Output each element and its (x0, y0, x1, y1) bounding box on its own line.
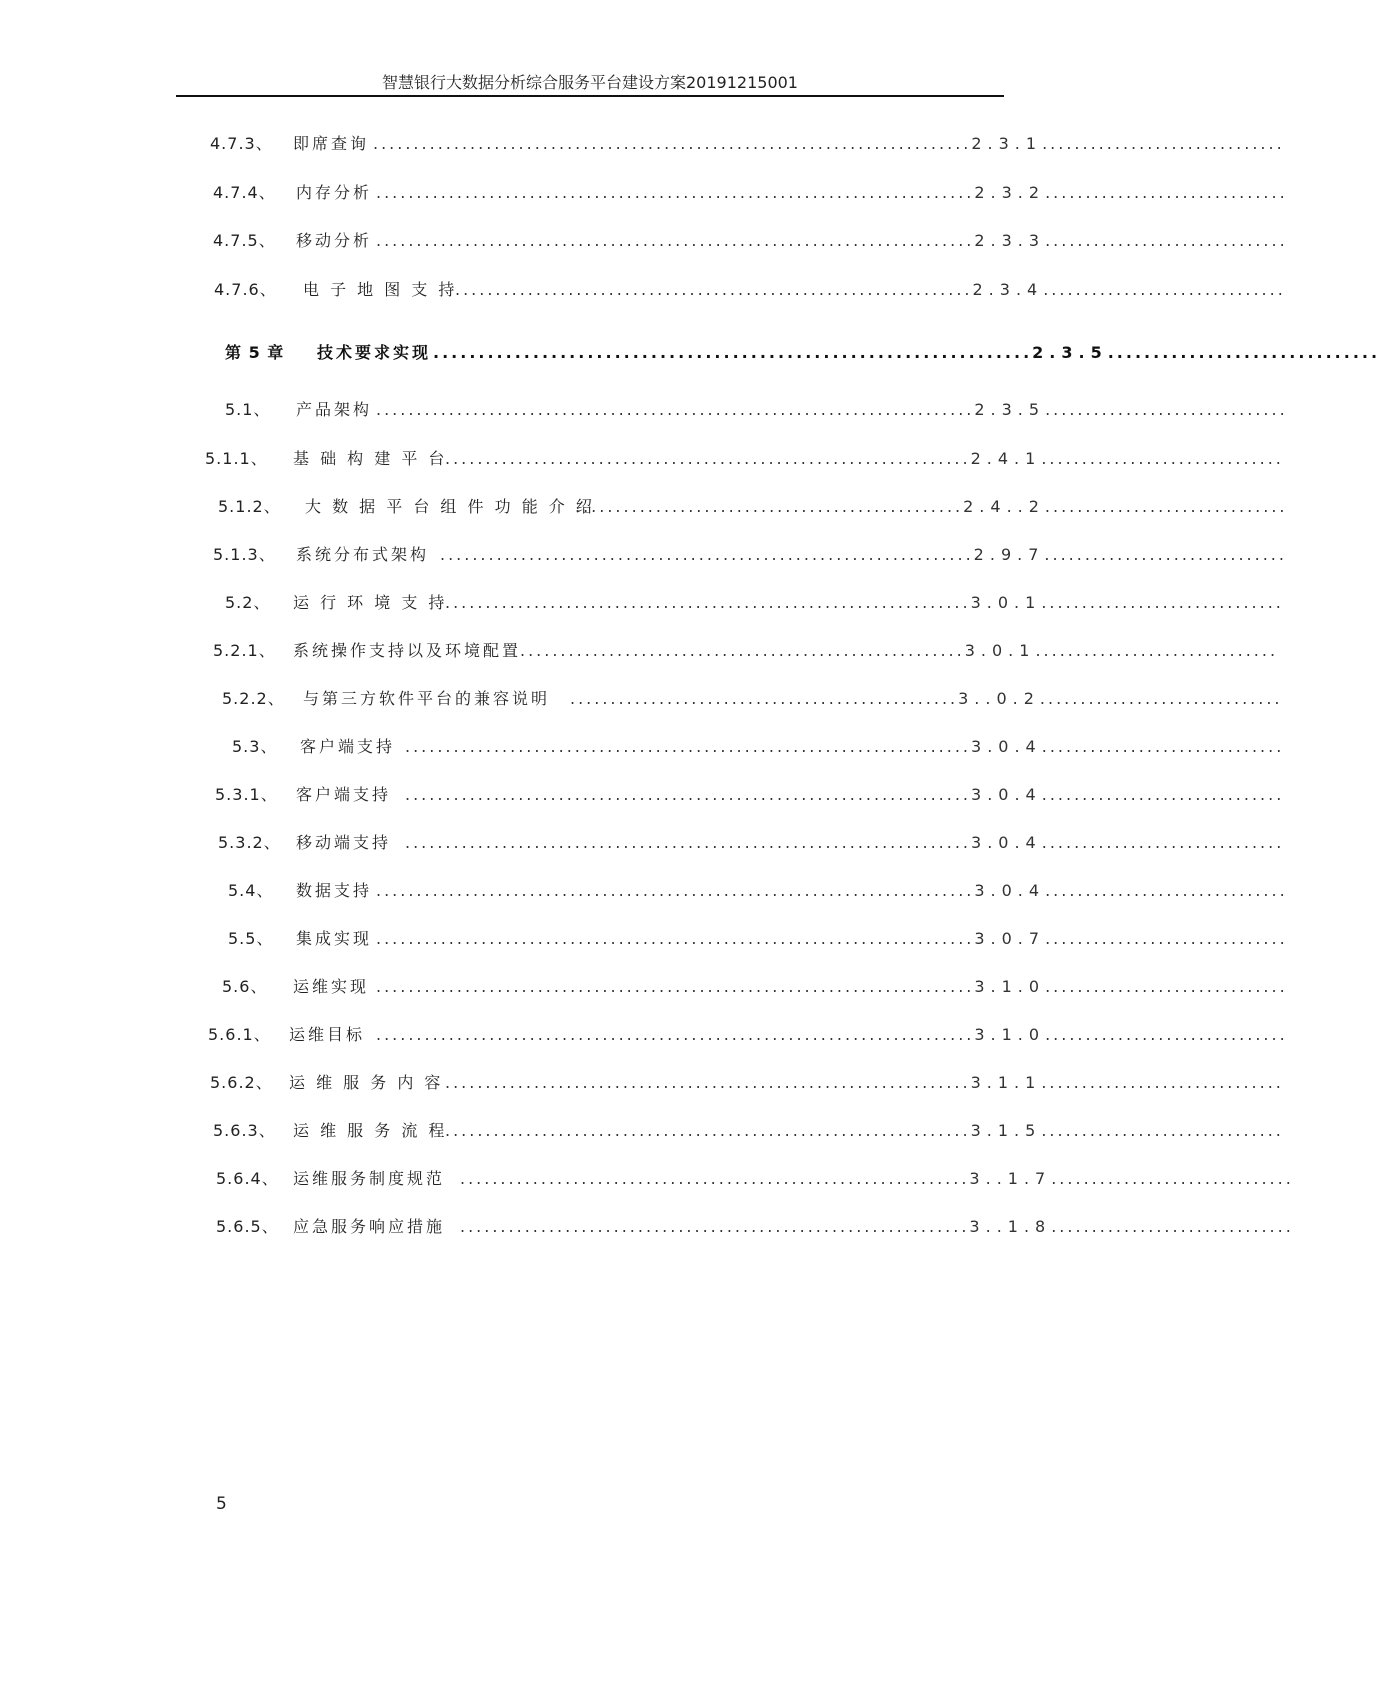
dot-leader: ................................................................ (455, 280, 973, 299)
toc-entry (0, 180, 1288, 206)
toc-entry-leader (376, 926, 1288, 952)
toc-entry-number: 5.6.3、 (213, 1121, 276, 1140)
toc-entry (0, 734, 1285, 760)
toc-entry-title: 技术要求实现 (317, 343, 432, 362)
toc-entry-leader (376, 878, 1288, 904)
toc-entry-title: 移动分析 (296, 231, 373, 250)
toc-entry-leader (575, 494, 1288, 520)
dot-leader: .............................. (1041, 833, 1285, 852)
toc-entry-page: 2.3.5 (974, 400, 1046, 419)
toc-entry-title: 客户端支持 (296, 785, 392, 804)
toc-entry-number: 5.6.5、 (216, 1217, 279, 1236)
toc-entry (0, 542, 1287, 568)
toc-entry-number: 5.6.1、 (208, 1025, 271, 1044)
toc-entry-title: 内存分析 (296, 183, 373, 202)
toc-entry-page: 2.4.1 (970, 449, 1042, 468)
dot-leader: .............................. (1045, 231, 1288, 250)
toc-entry-leader (376, 1022, 1288, 1048)
toc-entry-page: 3..0.2 (958, 689, 1040, 708)
toc-entry-number: 5.3、 (232, 737, 278, 756)
toc-entry-title: 数据支持 (296, 881, 373, 900)
toc-entry-title: 应急服务响应措施 (293, 1217, 446, 1236)
toc-entry-title: 运 行 环 境 支 持 (293, 593, 448, 612)
toc-entry-page: 3.0.4 (974, 881, 1046, 900)
toc-entry-page: 3.0.1 (964, 641, 1036, 660)
dot-leader: .................................................................. (440, 545, 974, 564)
toc-entry (0, 638, 1279, 664)
toc-entry-title: 产品架构 (296, 400, 373, 419)
toc-entry-leader (440, 542, 1287, 568)
toc-entry-number: 4.7.6、 (214, 280, 277, 299)
toc-entry-leader (445, 590, 1284, 616)
dot-leader: .......................................................................... (376, 977, 975, 996)
dot-leader: ............................................................... (460, 1217, 970, 1236)
dot-leader: .............................. (1041, 449, 1284, 468)
toc-entry-page: 3.0.7 (974, 929, 1046, 948)
toc-entry-page: 2.3.5 (1032, 343, 1108, 362)
toc-entry-number: 4.7.5、 (213, 231, 276, 250)
dot-leader: ................................................................. (445, 1073, 971, 1092)
toc-entry-number: 第 5 章 (225, 343, 285, 362)
toc-entry (0, 1166, 1294, 1192)
dot-leader: .............................. (1051, 1169, 1294, 1188)
toc-entry-number: 5.2、 (225, 593, 271, 612)
dot-leader: .............................. (1051, 1217, 1294, 1236)
toc-entry (0, 228, 1288, 254)
toc-entry-number: 4.7.4、 (213, 183, 276, 202)
dot-leader: .......................................................................... (376, 183, 975, 202)
dot-leader: .......................................................................... (376, 1025, 975, 1044)
toc-entry-page: 3..1.7 (969, 1169, 1052, 1188)
toc-entry-title: 运维服务制度规范 (293, 1169, 446, 1188)
dot-leader: ...................................................................... (405, 737, 972, 756)
dot-leader: .............................. (1043, 280, 1286, 299)
dot-leader: .............................. (1035, 641, 1279, 660)
dot-leader: .............................. (1044, 545, 1287, 564)
toc-entry-number: 5.1.1、 (205, 449, 268, 468)
toc-entry-page: 2.3.2 (974, 183, 1046, 202)
toc-entry (0, 131, 1285, 157)
toc-entry-page: 2.3.1 (971, 134, 1043, 153)
dot-leader: ................................................ (575, 497, 964, 516)
toc-entry-title: 客户端支持 (300, 737, 396, 756)
toc-entry-page: 3.0.4 (971, 785, 1042, 804)
toc-entry-page: 3.1.0 (974, 977, 1046, 996)
dot-leader: .......................................................................... (376, 881, 975, 900)
toc-entry (0, 878, 1288, 904)
toc-entry-number: 5.5、 (228, 929, 274, 948)
dot-leader: .............................. (1107, 343, 1380, 362)
toc-entry-title: 移动端支持 (296, 833, 392, 852)
toc-entry-title: 系统操作支持以及环境配置 (293, 641, 522, 660)
dot-leader: .............................. (1041, 1073, 1284, 1092)
toc-entry-title: 运维目标 (289, 1025, 366, 1044)
toc-entry-page: 3.1.0 (974, 1025, 1046, 1044)
dot-leader: ................................................ (570, 689, 959, 708)
toc-entry-title: 基 础 构 建 平 台 (293, 449, 448, 468)
header-rule (176, 95, 1004, 97)
toc-entry-leader (376, 180, 1288, 206)
toc-entry-number: 5.6.4、 (216, 1169, 279, 1188)
toc-entry (0, 1118, 1284, 1144)
dot-leader: .............................. (1045, 183, 1288, 202)
dot-leader: .............................. (1045, 977, 1288, 996)
dot-leader: ....................................................... (520, 641, 965, 660)
toc-entry-leader (405, 734, 1285, 760)
dot-leader: .......................................................................... (376, 400, 975, 419)
toc-entry (0, 926, 1288, 952)
toc-entry-title: 即席查询 (293, 134, 370, 153)
dot-leader: .............................. (1045, 929, 1288, 948)
toc-entry-number: 4.7.3、 (210, 134, 273, 153)
dot-leader: .............................. (1039, 689, 1283, 708)
dot-leader: .............................. (1045, 400, 1288, 419)
toc-entry-leader (570, 686, 1283, 712)
toc-entry-page: 3.0.1 (970, 593, 1042, 612)
toc-entry (0, 686, 1283, 712)
toc-entry-title: 与第三方软件平台的兼容说明 (303, 689, 551, 708)
dot-leader: .......................................................................... (376, 929, 975, 948)
toc-entry (0, 782, 1285, 808)
toc-entry-page: 2.4..2 (963, 497, 1045, 516)
toc-entry (0, 1070, 1284, 1096)
toc-entry-page: 3.1.1 (970, 1073, 1042, 1092)
dot-leader: ................................................................. (445, 1121, 971, 1140)
dot-leader: .............................. (1045, 881, 1288, 900)
toc-entry-number: 5.6.2、 (210, 1073, 273, 1092)
toc-entry-page: 2.9.7 (973, 545, 1045, 564)
toc-entry-title: 集成实现 (296, 929, 373, 948)
dot-leader: .............................. (1041, 737, 1285, 756)
toc-entry-leader (445, 446, 1284, 472)
toc-entry (0, 974, 1288, 1000)
toc-entry-number: 5.2.2、 (222, 689, 285, 708)
toc-entry-leader (373, 131, 1285, 157)
toc-entry (0, 446, 1284, 472)
dot-leader: .......................................................................... (376, 231, 975, 250)
toc-entry-leader (460, 1214, 1294, 1240)
toc-entry-title: 运维实现 (293, 977, 370, 996)
toc-entry (0, 397, 1288, 423)
dot-leader: .......................................................................... (373, 134, 972, 153)
toc-entry-number: 5.1.2、 (218, 497, 281, 516)
toc-entry-number: 5.1.3、 (213, 545, 276, 564)
toc-entry-title: 电 子 地 图 支 持 (303, 280, 458, 299)
toc-entry-leader (520, 638, 1279, 664)
toc-entry-page: 3.0.4 (971, 737, 1042, 756)
toc-entry-leader (445, 1118, 1284, 1144)
toc-entry-title: 大 数 据 平 台 组 件 功 能 介 绍 (305, 497, 595, 516)
toc-entry-page: 2.3.3 (974, 231, 1046, 250)
toc-entry (0, 494, 1288, 520)
toc-entry-leader (405, 830, 1285, 856)
dot-leader: .............................. (1042, 134, 1285, 153)
toc-entry-page: 3..1.8 (969, 1217, 1052, 1236)
dot-leader: .............................. (1044, 497, 1288, 516)
dot-leader: .............................. (1041, 785, 1285, 804)
toc-entry-leader (433, 340, 1380, 366)
toc-entry-title: 运 维 服 务 流 程 (293, 1121, 448, 1140)
dot-leader: .............................. (1041, 1121, 1284, 1140)
toc-entry (0, 1214, 1294, 1240)
toc-entry-leader (460, 1166, 1294, 1192)
toc-entry-leader (376, 397, 1288, 423)
toc-entry-number: 5.1、 (225, 400, 271, 419)
toc-entry-page: 3.1.5 (970, 1121, 1042, 1140)
toc-chapter-entry (0, 340, 1380, 366)
toc-entry (0, 1022, 1288, 1048)
toc-entry (0, 590, 1284, 616)
toc-entry-number: 5.6、 (222, 977, 268, 996)
toc-entry-leader (405, 782, 1285, 808)
toc-entry (0, 830, 1285, 856)
toc-entry-leader (376, 974, 1288, 1000)
toc-entry-title: 运 维 服 务 内 容 (289, 1073, 444, 1092)
dot-leader: .............................. (1041, 593, 1284, 612)
dot-leader: ...................................................................... (405, 785, 972, 804)
toc-entry-number: 5.3.1、 (215, 785, 278, 804)
toc-entry-page: 3.0.4 (971, 833, 1042, 852)
toc-entry-number: 5.4、 (228, 881, 274, 900)
dot-leader: ...................................................................... (405, 833, 972, 852)
toc-entry-leader (455, 277, 1286, 303)
toc-entry-number: 5.2.1、 (213, 641, 276, 660)
toc-entry (0, 277, 1286, 303)
dot-leader: .............................. (1045, 1025, 1288, 1044)
dot-leader: ............................................................... (460, 1169, 970, 1188)
toc-entry-number: 5.3.2、 (218, 833, 281, 852)
toc-entry-leader (445, 1070, 1284, 1096)
page-number: 5 (216, 1494, 227, 1514)
dot-leader: ................................................................. (445, 449, 971, 468)
toc-entry-title: 系统分布式架构 (296, 545, 430, 564)
toc-entry-leader (376, 228, 1288, 254)
page-header: 智慧银行大数据分析综合服务平台建设方案20191215001 (382, 73, 798, 92)
dot-leader: .................................................................. (433, 343, 1033, 362)
dot-leader: ................................................................. (445, 593, 971, 612)
toc-entry-page: 2.3.4 (972, 280, 1044, 299)
